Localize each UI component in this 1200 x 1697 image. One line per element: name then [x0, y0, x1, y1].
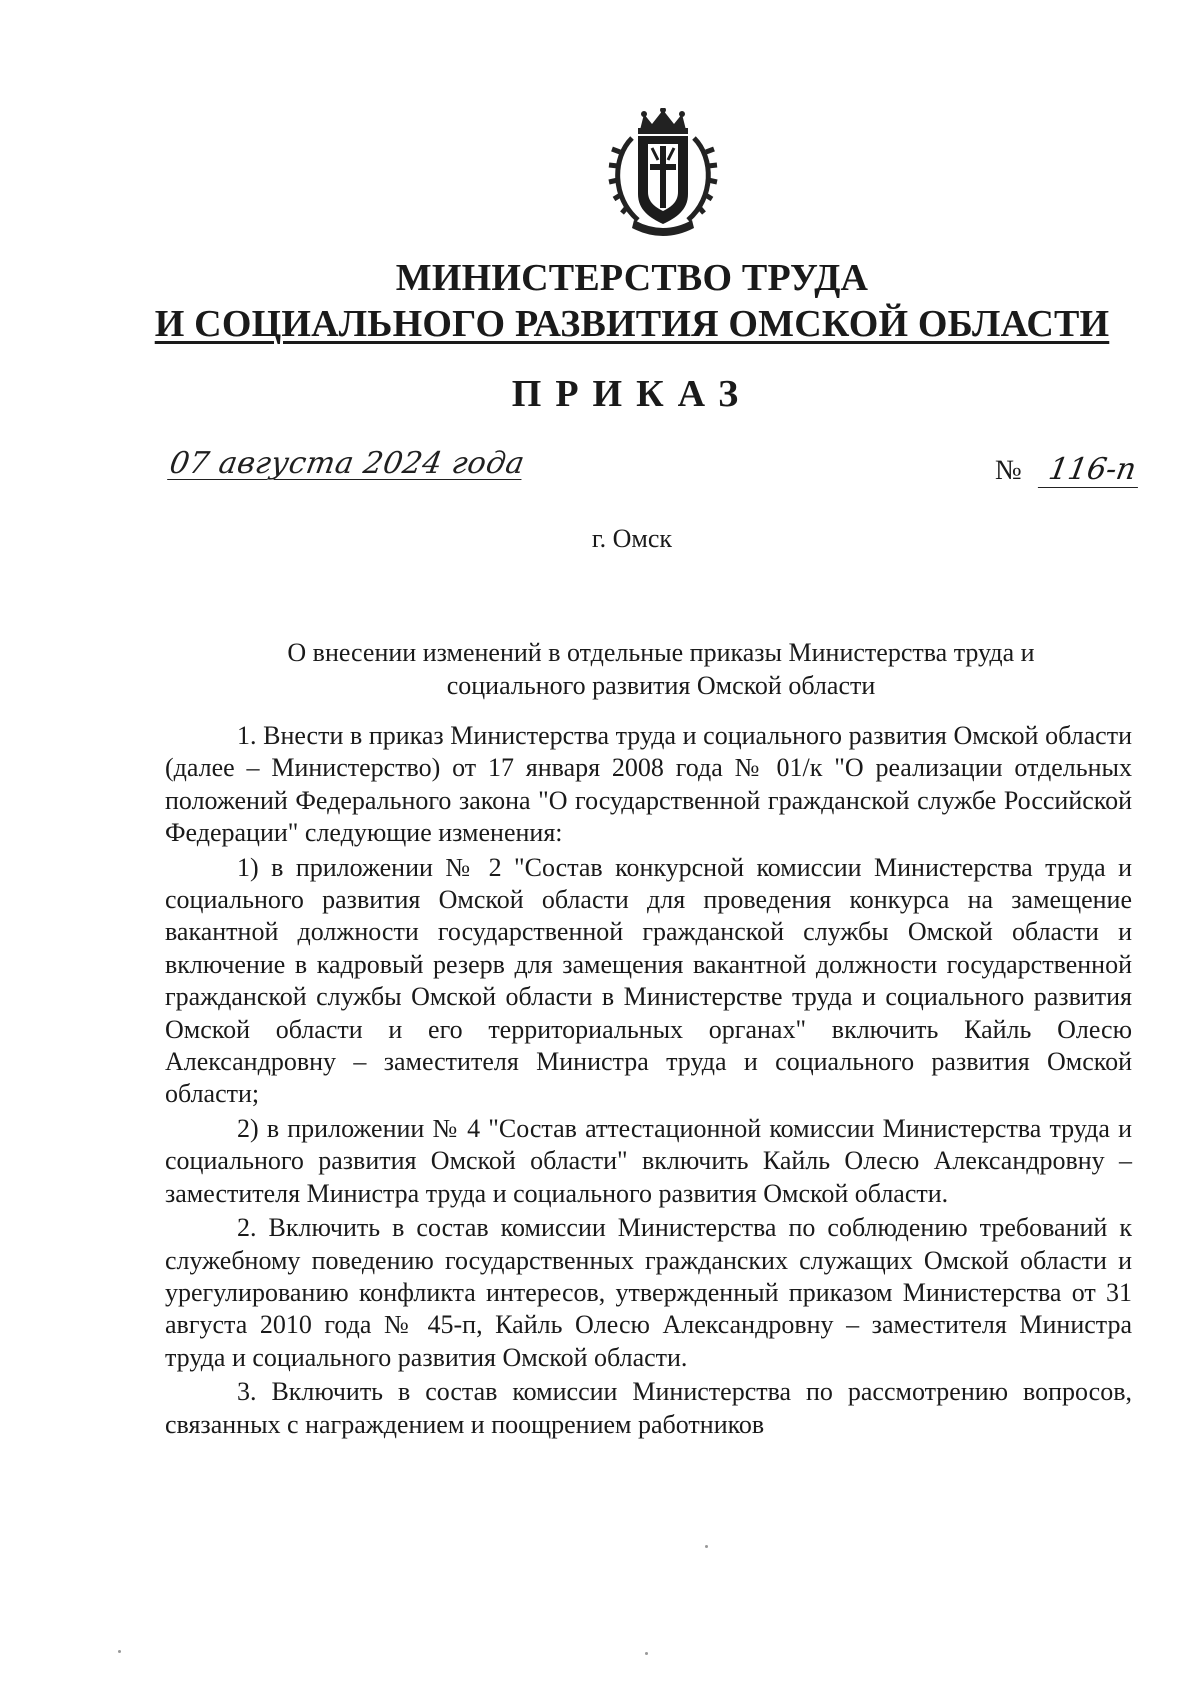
paragraph-1: 1. Внести в приказ Министерства труда и социального развития Омской области (далее – Министерство) от 17 января 2008 года № 01/к "О реализации отдельных положений Федерального закона "О государственной гражданской службе Российской Федерации" следующие изменения:	[165, 721, 1132, 848]
omsk-region-coat-of-arms-icon	[608, 108, 718, 236]
number-sign: №	[995, 455, 1022, 486]
city-of-issue: г. Омск	[591, 524, 673, 553]
organization-name-line1: МИНИСТЕРСТВО ТРУДА	[395, 257, 869, 299]
scan-speck	[645, 1652, 648, 1655]
order-subject-line1: О внесении изменений в отдельные приказы Министерства труда и	[287, 638, 1035, 667]
document-type-heading: ПРИКАЗ	[511, 373, 753, 415]
order-subject	[236, 636, 1086, 702]
organization-name-line2	[32, 302, 1200, 346]
handwritten-date: 07 августа 2024 года	[166, 446, 528, 481]
paragraph-1-item-1: 1) в приложении № 2 "Состав конкурсной комиссии Министерства труда и социального развития Омской области для проведения конкурса на замещение вакантной должности государственной гражданской службы Омской области и включение в кадровый резерв для замещения вакантной должности государственной гражданской службы Омской области в Министерстве труда и социального развития Омской области и его территориальных органах" включить Кайль Олесю Александровну – заместителя Министра труда и социального развития Омской области;	[165, 852, 1132, 1109]
order-subject-line2: социального развития Омской области	[446, 671, 876, 700]
organization-name-line2-text: И СОЦИАЛЬНОГО РАЗВИТИЯ ОМСКОЙ ОБЛАСТИ	[154, 303, 1110, 345]
scan-speck	[705, 1545, 708, 1548]
order-number	[995, 452, 1141, 488]
order-body	[165, 720, 1132, 1443]
paragraph-3: 3. Включить в состав комиссии Министерства по рассмотрению вопросов, связанных с награждением и поощрением работников	[165, 1377, 1132, 1439]
scan-speck	[118, 1650, 121, 1653]
paragraph-2: 2. Включить в состав комиссии Министерства по соблюдению требований к служебному поведению государственных гражданских служащих Омской области и урегулированию конфликта интересов, утвержденный приказом Министерства от 31 августа 2010 года № 45-п, Кайль Олесю Александровну – заместителя Министра труда и социального развития Омской области.	[165, 1213, 1132, 1372]
paragraph-1-item-2: 2) в приложении № 4 "Состав аттестационной комиссии Министерства труда и социального развития Омской области" включить Кайль Олесю Александровну – заместителя Министра труда и социального развития Омской области.	[165, 1113, 1132, 1208]
handwritten-order-number: 116-п	[1038, 452, 1144, 488]
